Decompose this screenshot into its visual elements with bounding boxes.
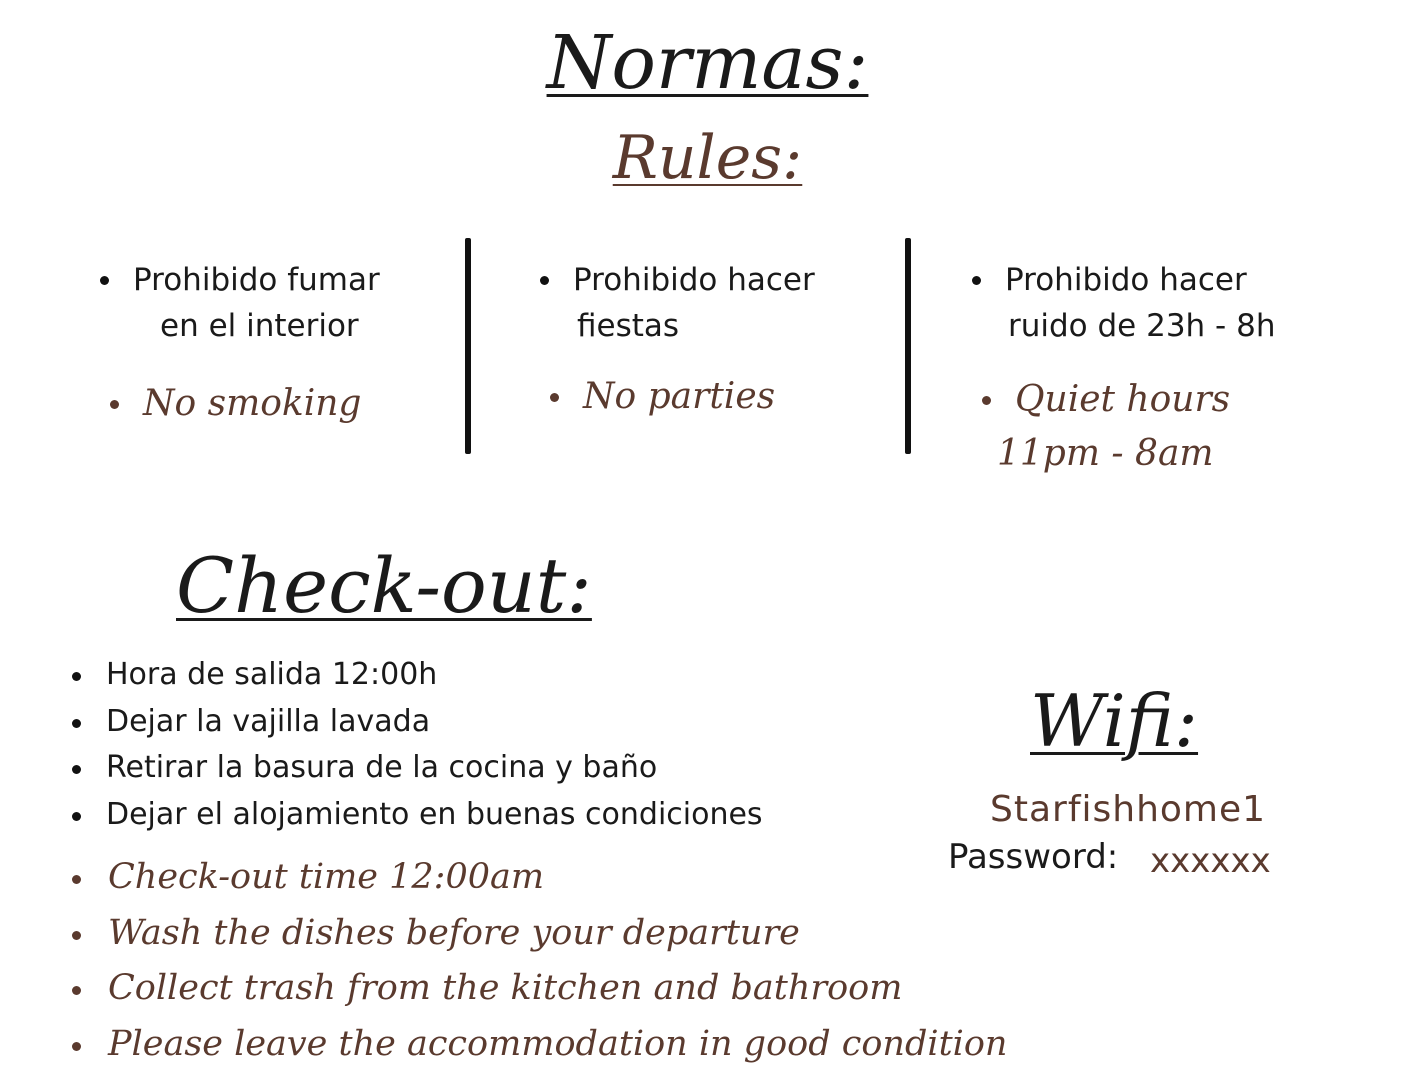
bullet-icon	[550, 393, 559, 402]
list-item: Wash the dishes before your departure	[72, 906, 1007, 962]
page-subtitle	[0, 120, 1415, 196]
wifi-title	[1030, 676, 1198, 766]
wifi-title-text: Wifi:	[1030, 679, 1199, 763]
rule-es-line2: en el interior	[160, 308, 359, 344]
bullet-icon	[110, 400, 119, 409]
bullet-icon	[972, 276, 981, 285]
bullet-icon	[100, 276, 109, 285]
bullet-icon	[982, 396, 991, 405]
rule-en-line1: Quiet hours	[1015, 379, 1231, 420]
rule-es-line2: fiestas	[577, 308, 680, 344]
list-item: Dejar la vajilla lavada	[72, 699, 763, 746]
checkout-list-en	[72, 850, 1007, 1072]
column-divider-2	[905, 238, 911, 454]
bullet-icon	[540, 276, 549, 285]
wifi-password-label: Password:	[948, 837, 1119, 877]
rule-en-line1: No parties	[583, 376, 776, 417]
list-item: Collect trash from the kitchen and bathroom	[72, 961, 1007, 1017]
rule-en-line1: No smoking	[143, 383, 362, 424]
title-rules: Rules:	[612, 123, 803, 193]
wifi-password-value: xxxxxx	[1150, 841, 1271, 881]
list-item: Hora de salida 12:00h	[72, 652, 763, 699]
rule-en-line2: 11pm - 8am	[997, 433, 1214, 474]
column-divider-1	[465, 238, 471, 454]
page-title	[0, 18, 1415, 108]
list-item: Please leave the accommodation in good condition	[72, 1017, 1007, 1073]
list-item: Dejar el alojamiento en buenas condiciones	[72, 792, 763, 839]
list-item: Check-out time 12:00am	[72, 850, 1007, 906]
rule-es-line1: Prohibido hacer	[573, 262, 815, 298]
list-item: Retirar la basura de la cocina y baño	[72, 745, 763, 792]
rule-es-line1: Prohibido hacer	[1005, 262, 1247, 298]
wifi-network-name: Starfishhome1	[990, 789, 1267, 830]
title-normas: Normas:	[546, 20, 869, 106]
checkout-title-text: Check-out:	[176, 541, 592, 630]
rule-es-line2: ruido de 23h - 8h	[1008, 308, 1276, 344]
rule-es-line1: Prohibido fumar	[133, 262, 380, 298]
checkout-list-es	[72, 652, 763, 838]
checkout-title	[176, 538, 592, 634]
